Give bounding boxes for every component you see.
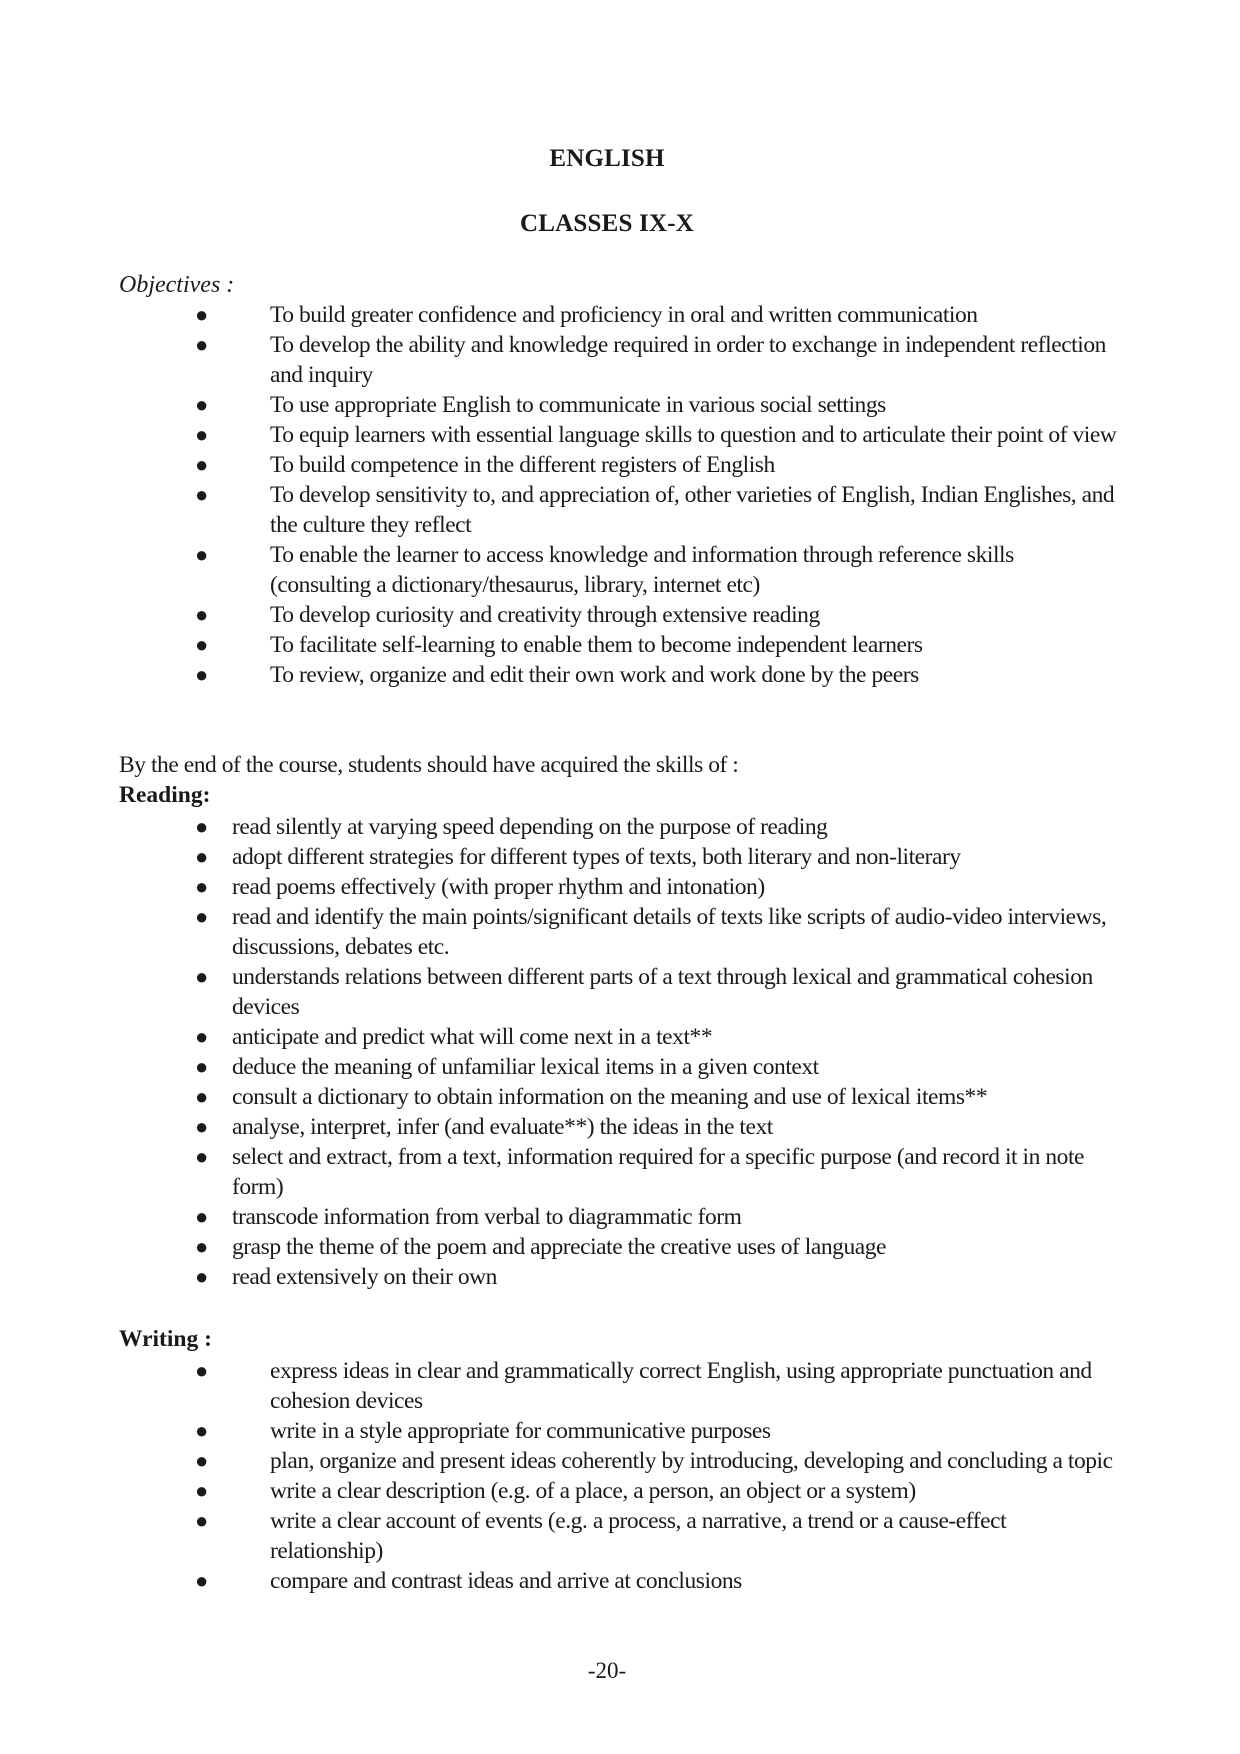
intro-text: By the end of the course, students should have acquired the skills of : (119, 752, 739, 778)
list-item (195, 1232, 1112, 1262)
list-item (195, 1506, 1120, 1566)
list-item-text: express ideas in clear and grammatically correct English, using appropriate punctuation and cohesion devices (270, 1358, 1092, 1414)
bullet-icon: ● (195, 874, 208, 899)
bullet-icon: ● (195, 1234, 208, 1259)
list-item (195, 1022, 1112, 1052)
bullet-icon: ● (195, 602, 208, 627)
bullet-icon: ● (195, 1358, 208, 1383)
list-item-text: To enable the learner to access knowledge and information through reference skills (consulting a dictionary/thesaurus, library, internet etc) (270, 542, 1014, 598)
list-item (195, 1052, 1112, 1082)
list-item-text: To develop the ability and knowledge required in order to exchange in independent reflection and inquiry (270, 332, 1106, 388)
bullet-icon: ● (195, 1264, 208, 1289)
list-item (195, 600, 1120, 630)
list-item-text: understands relations between different parts of a text through lexical and grammatical cohesion devices (232, 964, 1093, 1020)
list-item (195, 660, 1120, 690)
list-item-text: analyse, interpret, infer (and evaluate**) the ideas in the text (232, 1114, 773, 1140)
list-item (195, 1112, 1112, 1142)
bullet-icon: ● (195, 1024, 208, 1049)
list-item (195, 1476, 1120, 1506)
bullet-icon: ● (195, 814, 208, 839)
list-item (195, 962, 1112, 1022)
list-item-text: To equip learners with essential language skills to question and to articulate their point of view (270, 422, 1117, 448)
list-item-text: write in a style appropriate for communicative purposes (270, 1418, 771, 1444)
list-item-text: write a clear description (e.g. of a place, a person, an object or a system) (270, 1478, 916, 1504)
list-item (195, 1416, 1120, 1446)
bullet-icon: ● (195, 1144, 208, 1169)
writing-heading: Writing : (119, 1326, 212, 1352)
list-item (195, 872, 1112, 902)
list-item (195, 1262, 1112, 1292)
bullet-icon: ● (195, 422, 208, 447)
list-item (195, 540, 1120, 600)
bullet-icon: ● (195, 1114, 208, 1139)
bullet-icon: ● (195, 662, 208, 687)
bullet-icon: ● (195, 1084, 208, 1109)
bullet-icon: ● (195, 1448, 208, 1473)
bullet-icon: ● (195, 452, 208, 477)
list-item (195, 1082, 1112, 1112)
bullet-icon: ● (195, 1478, 208, 1503)
list-item (195, 812, 1112, 842)
list-item-text: To build greater confidence and proficiency in oral and written communication (270, 302, 978, 328)
bullet-icon: ● (195, 964, 208, 989)
list-item (195, 390, 1120, 420)
reading-heading: Reading: (119, 782, 211, 808)
list-item-text: compare and contrast ideas and arrive at conclusions (270, 1568, 742, 1594)
page-number: -20- (587, 1658, 627, 1683)
list-item-text: read and identify the main points/significant details of texts like scripts of audio-video interviews, discussions, debates etc. (232, 904, 1107, 960)
classes-title: CLASSES IX-X (520, 210, 694, 237)
list-item-text: To use appropriate English to communicate in various social settings (270, 392, 886, 418)
list-item (195, 842, 1112, 872)
list-item (195, 1446, 1120, 1476)
list-item (195, 1356, 1120, 1416)
list-item-text: read poems effectively (with proper rhythm and intonation) (232, 874, 765, 900)
list-item (195, 902, 1112, 962)
list-item-text: read silently at varying speed depending on the purpose of reading (232, 814, 828, 840)
list-item-text: anticipate and predict what will come next in a text** (232, 1024, 713, 1050)
list-item (195, 480, 1120, 540)
bullet-icon: ● (195, 392, 208, 417)
subject-title: ENGLISH (549, 145, 665, 172)
list-item-text: deduce the meaning of unfamiliar lexical items in a given context (232, 1054, 819, 1080)
bullet-icon: ● (195, 1568, 208, 1593)
list-item (195, 450, 1120, 480)
bullet-icon: ● (195, 632, 208, 657)
bullet-icon: ● (195, 844, 208, 869)
list-item-text: plan, organize and present ideas coherently by introducing, developing and concluding a topic (270, 1448, 1113, 1474)
list-item (195, 630, 1120, 660)
list-item (195, 300, 1120, 330)
bullet-icon: ● (195, 332, 208, 357)
bullet-icon: ● (195, 1054, 208, 1079)
list-item (195, 1142, 1112, 1202)
bullet-icon: ● (195, 1204, 208, 1229)
objectives-label: Objectives : (119, 272, 235, 298)
bullet-icon: ● (195, 482, 208, 507)
list-item (195, 1202, 1112, 1232)
bullet-icon: ● (195, 1418, 208, 1443)
list-item-text: To facilitate self-learning to enable them to become independent learners (270, 632, 923, 658)
list-item-text: To develop sensitivity to, and appreciation of, other varieties of English, Indian Englishes, and the culture they reflect (270, 482, 1115, 538)
bullet-icon: ● (195, 542, 208, 567)
list-item-text: adopt different strategies for different types of texts, both literary and non-literary (232, 844, 961, 870)
reading-list (195, 812, 1112, 1292)
list-item-text: To develop curiosity and creativity through extensive reading (270, 602, 820, 628)
bullet-icon: ● (195, 302, 208, 327)
writing-list (195, 1356, 1120, 1596)
list-item-text: grasp the theme of the poem and appreciate the creative uses of language (232, 1234, 887, 1260)
list-item-text: select and extract, from a text, information required for a specific purpose (and record it in note form) (232, 1144, 1085, 1200)
list-item-text: To build competence in the different registers of English (270, 452, 775, 478)
list-item-text: transcode information from verbal to diagrammatic form (232, 1204, 742, 1230)
list-item (195, 330, 1120, 390)
bullet-icon: ● (195, 904, 208, 929)
list-item (195, 420, 1120, 450)
list-item (195, 1566, 1120, 1596)
list-item-text: write a clear account of events (e.g. a process, a narrative, a trend or a cause-effect relationship) (270, 1508, 1007, 1564)
list-item-text: To review, organize and edit their own work and work done by the peers (270, 662, 919, 688)
objectives-list (195, 300, 1120, 690)
list-item-text: consult a dictionary to obtain information on the meaning and use of lexical items** (232, 1084, 988, 1110)
bullet-icon: ● (195, 1508, 208, 1533)
list-item-text: read extensively on their own (232, 1264, 497, 1290)
